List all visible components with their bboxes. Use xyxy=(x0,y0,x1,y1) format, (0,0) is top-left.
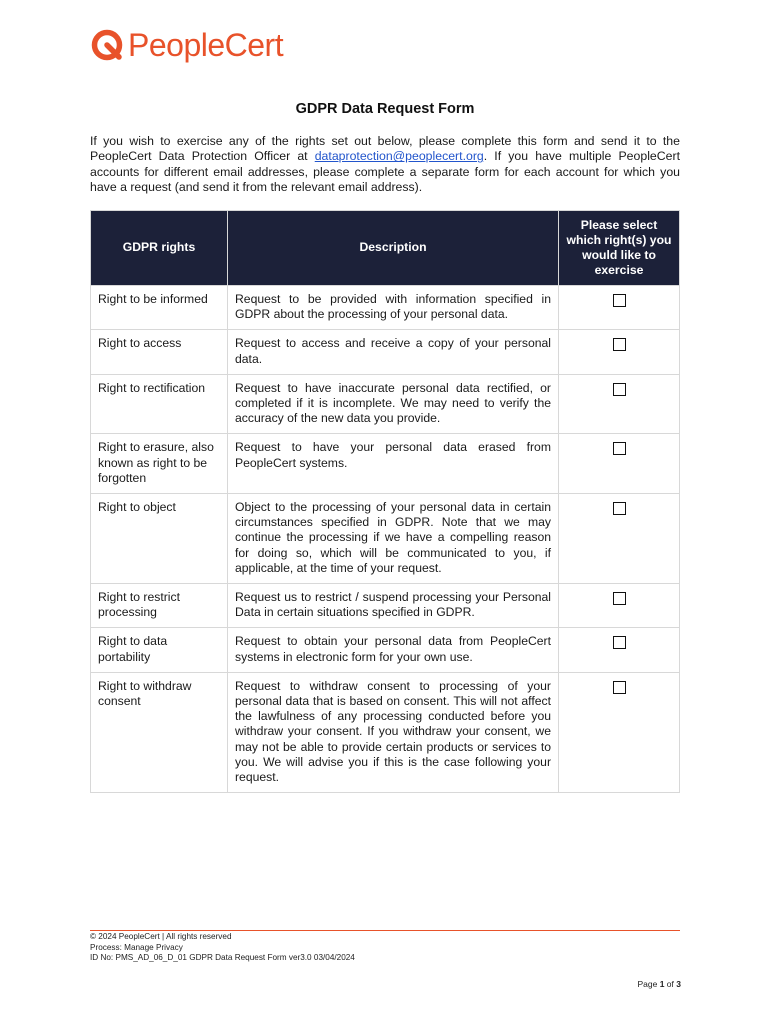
select-checkbox[interactable] xyxy=(613,294,626,307)
right-name: Right to withdraw consent xyxy=(91,672,228,792)
table-row xyxy=(91,434,680,494)
right-name: Right to rectification xyxy=(91,374,228,434)
right-name: Right to object xyxy=(91,494,228,584)
table-row xyxy=(91,494,680,584)
table-row xyxy=(91,330,680,374)
footer-divider xyxy=(90,930,680,931)
table-row xyxy=(91,672,680,792)
select-cell xyxy=(559,434,680,494)
select-checkbox[interactable] xyxy=(613,338,626,351)
select-cell xyxy=(559,374,680,434)
right-description: Request us to restrict / suspend processing your Personal Data in certain situations specified in GDPR. xyxy=(228,584,559,628)
page-label: Page xyxy=(637,979,658,989)
right-name: Right to restrict processing xyxy=(91,584,228,628)
select-cell xyxy=(559,672,680,792)
select-cell xyxy=(559,286,680,330)
header-select: Please select which right(s) you would like to exercise xyxy=(559,211,680,286)
intro-text-after: . If you have multiple PeopleCert accounts for different email addresses, please complete a separate form for each account for which you have a request (and send it from the relevant email address). xyxy=(90,149,680,194)
page-total: 3 xyxy=(676,979,681,989)
page-title: GDPR Data Request Form xyxy=(295,101,475,117)
page-number xyxy=(637,979,681,989)
right-description: Request to have inaccurate personal data rectified, or completed if it is incomplete. We may need to verify the accuracy of the new data you provide. xyxy=(228,374,559,434)
table-row xyxy=(91,286,680,330)
right-name: Right to be informed xyxy=(91,286,228,330)
header-description: Description xyxy=(228,211,559,286)
dpo-email-link[interactable]: dataprotection@peoplecert.org xyxy=(314,149,484,164)
right-name: Right to data portability xyxy=(91,628,228,672)
gdpr-rights-table xyxy=(90,210,680,793)
table-header-row xyxy=(91,211,680,286)
right-name: Right to erasure, also known as right to be forgotten xyxy=(91,434,228,494)
page-current: 1 xyxy=(659,979,665,989)
select-cell xyxy=(559,584,680,628)
right-description: Request to be provided with information specified in GDPR about the processing of your personal data. xyxy=(228,286,559,330)
intro-text-before: If you wish to exercise any of the rights set out below, please complete this form and send it to the PeopleCert Data Protection Officer at xyxy=(90,134,680,164)
select-checkbox[interactable] xyxy=(613,442,626,455)
right-name: Right to access xyxy=(91,330,228,374)
right-description: Request to withdraw consent to processing of your personal data that is based on consent. This will not affect the lawfulness of any processing conducted before you withdraw your consent. If you withdraw your consent, we may not be able to provide certain products or services to you. We will advise you if this is the case following your request. xyxy=(228,672,559,792)
right-description: Request to access and receive a copy of your personal data. xyxy=(228,330,559,374)
select-checkbox[interactable] xyxy=(613,681,626,694)
table-row xyxy=(91,374,680,434)
table-row xyxy=(91,584,680,628)
select-cell xyxy=(559,494,680,584)
table-row xyxy=(91,628,680,672)
intro-paragraph xyxy=(90,134,680,195)
footer-process: Process: Manage Privacy xyxy=(90,942,183,952)
select-checkbox[interactable] xyxy=(613,383,626,396)
select-cell xyxy=(559,628,680,672)
header-gdpr-rights: GDPR rights xyxy=(91,211,228,286)
select-checkbox[interactable] xyxy=(613,592,626,605)
right-description: Request to have your personal data erased from PeopleCert systems. xyxy=(228,434,559,494)
peoplecert-logo-icon xyxy=(90,28,124,62)
page-of-label: of xyxy=(666,979,674,989)
right-description: Object to the processing of your personal data in certain circumstances specified in GDPR. Note that we may continue the processing if we have a compelling reason for doing so, which will be communicated to you, if applicable, at the time of your request. xyxy=(228,494,559,584)
right-description: Request to obtain your personal data from PeopleCert systems in electronic form for your own use. xyxy=(228,628,559,672)
select-checkbox[interactable] xyxy=(613,502,626,515)
footer-document-id: ID No: PMS_AD_06_D_01 GDPR Data Request Form ver3.0 03/04/2024 xyxy=(90,953,355,963)
footer-copyright: © 2024 PeopleCert | All rights reserved xyxy=(90,932,232,941)
brand-name: PeopleCert xyxy=(128,26,284,63)
footer xyxy=(90,932,355,964)
select-cell xyxy=(559,330,680,374)
select-checkbox[interactable] xyxy=(613,636,626,649)
peoplecert-logo xyxy=(90,26,283,64)
